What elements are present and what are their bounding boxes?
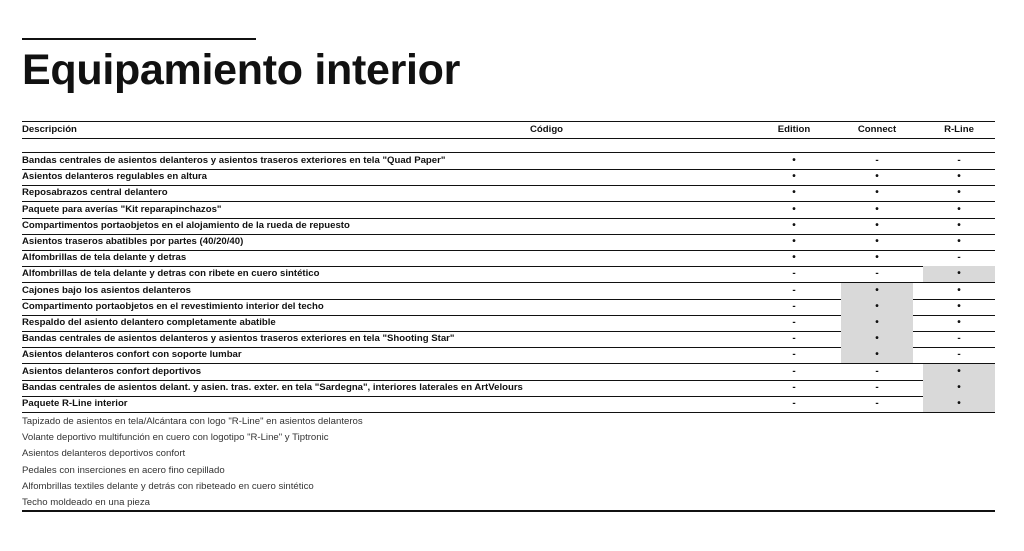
header-codigo: Código <box>530 124 564 135</box>
table-row <box>22 299 995 316</box>
table-header <box>22 121 995 139</box>
row-description: Compartimento portaobjetos en el revestimiento interior del techo <box>22 300 324 312</box>
row-description: Bandas centrales de asientos delant. y asien. tras. exter. en tela "Sardegna", interiores laterales en ArtVelours <box>22 381 523 393</box>
cell-rline: • <box>923 364 995 380</box>
cell-edition: - <box>792 333 796 345</box>
cell-rline: • <box>923 266 995 282</box>
cell-rline: • <box>957 187 961 199</box>
cell-rline: • <box>957 300 961 312</box>
cell-connect: - <box>875 268 879 280</box>
row-description: Asientos delanteros regulables en altura <box>22 171 208 183</box>
bottom-rule <box>22 510 995 512</box>
package-item: Tapizado de asientos en tela/Alcántara con logo "R-Line" en asientos delanteros <box>22 416 363 427</box>
cell-connect: • <box>875 219 879 231</box>
cell-edition: - <box>792 284 796 296</box>
row-description: Alfombrillas de tela delante y detras con ribete en cuero sintético <box>22 268 320 280</box>
table-row <box>22 153 995 170</box>
table-row <box>22 283 995 300</box>
cell-rline: • <box>923 396 995 412</box>
table-row <box>22 202 995 219</box>
cell-rline: • <box>957 236 961 247</box>
header-spacer <box>22 140 995 153</box>
row-description: Respaldo del asiento delantero completamente abatible <box>22 317 276 328</box>
table-row <box>22 347 995 364</box>
cell-edition: - <box>792 365 796 377</box>
row-description: Reposabrazos central delantero <box>22 187 168 199</box>
cell-rline: • <box>923 380 995 396</box>
row-description: Compartimentos portaobjetos en el alojamiento de la rueda de repuesto <box>22 219 350 231</box>
table-row <box>22 315 995 332</box>
package-item: Alfombrillas textiles delante y detrás con ribeteado en cuero sintético <box>22 480 314 492</box>
header-descripcion: Descripción <box>22 124 77 135</box>
cell-edition: • <box>792 203 796 215</box>
cell-edition: - <box>792 349 796 361</box>
cell-rline: • <box>957 203 961 215</box>
package-item: Pedales con inserciones en acero fino cepillado <box>22 464 225 476</box>
row-description: Paquete R-Line interior <box>22 398 128 409</box>
table-row <box>22 331 995 348</box>
cell-edition: • <box>792 187 796 199</box>
cell-connect: • <box>841 283 913 299</box>
cell-rline: • <box>957 317 961 328</box>
cell-edition: - <box>792 317 796 328</box>
cell-connect: • <box>875 187 879 199</box>
row-description: Bandas centrales de asientos delanteros y asientos traseros exteriores en tela "Quad Paper" <box>22 155 446 166</box>
cell-connect: - <box>875 398 879 409</box>
cell-edition: - <box>792 398 796 409</box>
cell-edition: • <box>792 155 796 166</box>
cell-connect: - <box>875 365 879 377</box>
cell-connect: - <box>875 381 879 393</box>
table-row <box>22 250 995 267</box>
cell-connect: • <box>875 252 879 264</box>
cell-edition: • <box>792 236 796 247</box>
cell-edition: - <box>792 268 796 280</box>
header-edition: Edition <box>777 124 811 135</box>
cell-connect: • <box>875 171 879 183</box>
cell-rline: - <box>957 349 961 361</box>
cell-rline: • <box>957 284 961 296</box>
row-description: Paquete para averías "Kit reparapinchazos" <box>22 203 222 215</box>
cell-rline: - <box>957 252 961 264</box>
cell-rline: - <box>957 155 961 166</box>
table-row <box>22 380 995 397</box>
row-description: Alfombrillas de tela delante y detras <box>22 252 187 264</box>
cell-connect: - <box>875 155 879 166</box>
cell-connect: • <box>841 299 913 315</box>
cell-rline: • <box>957 219 961 231</box>
cell-connect: • <box>841 347 913 363</box>
cell-connect: • <box>841 331 913 347</box>
header-connect: Connect <box>857 124 897 135</box>
row-description: Cajones bajo los asientos delanteros <box>22 284 192 296</box>
row-description: Asientos delanteros confort deportivos <box>22 365 202 377</box>
header-rline: R-Line <box>944 124 974 135</box>
cell-edition: • <box>792 171 796 183</box>
table-row <box>22 396 995 413</box>
table-row <box>22 185 995 202</box>
table-row <box>22 364 995 381</box>
cell-edition: - <box>792 381 796 393</box>
table-row <box>22 234 995 251</box>
cell-edition: • <box>792 219 796 231</box>
page-title: Equipamiento interior <box>22 46 461 94</box>
cell-rline: - <box>957 333 961 345</box>
table-row <box>22 218 995 235</box>
cell-connect: • <box>875 236 879 247</box>
table-row <box>22 169 995 186</box>
cell-connect: • <box>875 203 879 215</box>
cell-rline: • <box>957 171 961 183</box>
cell-connect: • <box>841 315 913 331</box>
title-rule <box>22 38 256 40</box>
package-item: Asientos delanteros deportivos confort <box>22 448 186 460</box>
cell-edition: • <box>792 252 796 264</box>
cell-edition: - <box>792 300 796 312</box>
row-description: Bandas centrales de asientos delanteros y asientos traseros exteriores en tela "Shooting Star" <box>22 333 455 345</box>
package-item: Techo moldeado en una pieza <box>22 497 151 508</box>
package-item: Volante deportivo multifunción en cuero con logotipo "R-Line" y Tiptronic <box>22 432 329 444</box>
row-description: Asientos delanteros confort con soporte lumbar <box>22 349 242 361</box>
table-row <box>22 266 995 283</box>
row-description: Asientos traseros abatibles por partes (40/20/40) <box>22 236 244 247</box>
